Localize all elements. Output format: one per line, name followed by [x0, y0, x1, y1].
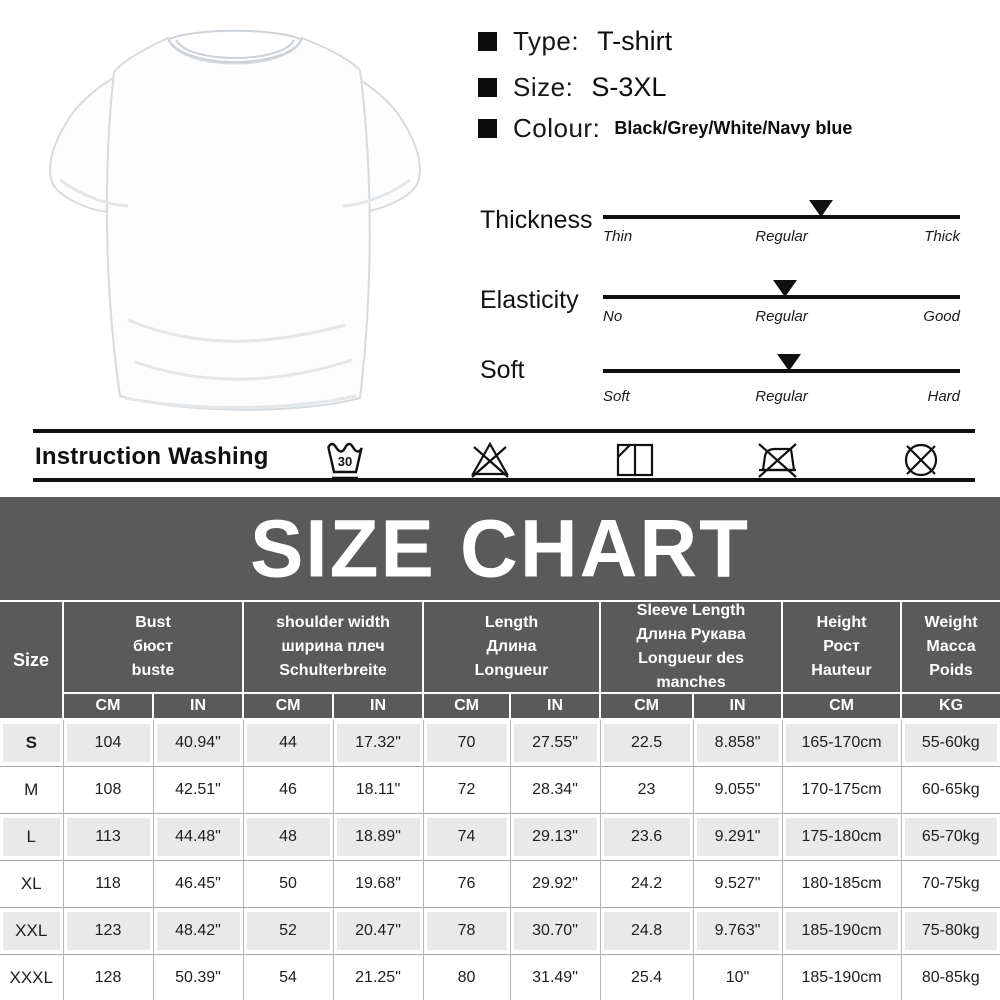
type-value: T-shirt — [597, 26, 673, 56]
col-group-line: Hauteur — [811, 662, 872, 679]
unit-header: CM — [782, 693, 901, 719]
col-group-header-2 — [423, 601, 600, 693]
value-cell: 104 — [63, 719, 153, 766]
value-cell: 123 — [63, 907, 153, 954]
value-cell: 80 — [423, 954, 510, 1000]
elasticity-scale-track — [603, 295, 960, 299]
spec-row-colour — [478, 113, 852, 144]
value-cell: 17.32" — [333, 719, 423, 766]
value-cell: 9.055" — [693, 766, 782, 813]
thickness-scale-labels — [603, 228, 960, 245]
dry-in-shade-icon — [610, 435, 658, 483]
size-cell: M — [0, 766, 63, 813]
elasticity-scale — [478, 280, 990, 352]
value-cell: 72 — [423, 766, 510, 813]
scale-mid-label: Regular — [755, 228, 808, 245]
size-cell: XXL — [0, 907, 63, 954]
value-cell: 24.2 — [600, 860, 693, 907]
square-bullet-icon — [478, 78, 497, 97]
value-cell: 28.34" — [510, 766, 600, 813]
value-cell: 19.68" — [333, 860, 423, 907]
unit-header: KG — [901, 693, 1000, 719]
value-cell: 180-185cm — [782, 860, 901, 907]
unit-header: IN — [333, 693, 423, 719]
soft-marker-icon — [777, 354, 801, 371]
col-group-header-0 — [63, 601, 243, 693]
scale-right-label: Hard — [927, 388, 960, 405]
col-group-line: Масса — [926, 638, 976, 655]
col-group-line: Length — [484, 614, 539, 631]
col-group-line: Рост — [823, 638, 860, 655]
value-cell: 31.49" — [510, 954, 600, 1000]
value-cell: 40.94" — [153, 719, 243, 766]
unit-header: CM — [63, 693, 153, 719]
col-group-line: Bust — [135, 614, 171, 631]
size-chart-title: SIZE CHART — [250, 502, 750, 594]
size-cell: S — [0, 719, 63, 766]
col-group-header-3 — [600, 601, 782, 693]
col-group-line: Sleeve Length — [636, 602, 746, 619]
value-cell: 18.11" — [333, 766, 423, 813]
col-group-line: ширина плеч — [281, 638, 385, 655]
spec-row-size — [478, 72, 666, 103]
unit-header: CM — [600, 693, 693, 719]
size-chart-section — [0, 600, 1000, 1000]
value-cell: 29.13" — [510, 813, 600, 860]
value-cell: 55-60kg — [901, 719, 1000, 766]
soft-scale-track — [603, 369, 960, 373]
value-cell: 76 — [423, 860, 510, 907]
elasticity-marker-icon — [773, 280, 797, 297]
value-cell: 170-175cm — [782, 766, 901, 813]
do-not-iron-icon — [753, 435, 801, 483]
scale-mid-label: Regular — [755, 308, 808, 325]
size-value: S-3XL — [591, 72, 667, 102]
type-label: Type: — [513, 26, 580, 56]
col-group-lines — [64, 602, 242, 692]
value-cell: 113 — [63, 813, 153, 860]
washing-instruction-band — [33, 429, 975, 482]
value-cell: 65-70kg — [901, 813, 1000, 860]
value-cell: 22.5 — [600, 719, 693, 766]
col-group-line: Длина — [486, 638, 537, 655]
table-row-XXL — [0, 907, 1000, 954]
value-cell: 75-80kg — [901, 907, 1000, 954]
value-cell: 108 — [63, 766, 153, 813]
value-cell: 25.4 — [600, 954, 693, 1000]
col-group-line: Longueur des — [638, 650, 744, 667]
size-cell: L — [0, 813, 63, 860]
value-cell: 8.858" — [693, 719, 782, 766]
value-cell: 80-85kg — [901, 954, 1000, 1000]
unit-header: IN — [693, 693, 782, 719]
col-group-line: Longueur — [474, 662, 549, 679]
table-row-XXXL — [0, 954, 1000, 1000]
value-cell: 165-170cm — [782, 719, 901, 766]
value-cell: 23.6 — [600, 813, 693, 860]
value-cell: 10" — [693, 954, 782, 1000]
size-cell: XL — [0, 860, 63, 907]
col-group-line: Schulterbreite — [279, 662, 387, 679]
col-group-line: бюст — [132, 638, 174, 655]
elasticity-scale-labels — [603, 308, 960, 325]
do-not-bleach-icon — [466, 435, 514, 483]
value-cell: 50.39" — [153, 954, 243, 1000]
table-row-L — [0, 813, 1000, 860]
thickness-marker-icon — [809, 200, 833, 217]
scale-right-label: Thick — [924, 228, 960, 245]
value-cell: 48.42" — [153, 907, 243, 954]
value-cell: 20.47" — [333, 907, 423, 954]
do-not-dry-clean-icon — [897, 435, 945, 483]
col-group-line: buste — [131, 662, 175, 679]
col-header-size: Size — [0, 601, 63, 719]
table-row-XL — [0, 860, 1000, 907]
thickness-scale-track — [603, 215, 960, 219]
col-group-header-5 — [901, 601, 1000, 693]
col-group-lines — [424, 602, 599, 692]
col-group-header-4 — [782, 601, 901, 693]
value-cell: 46 — [243, 766, 333, 813]
value-cell: 70-75kg — [901, 860, 1000, 907]
col-group-header-1 — [243, 601, 423, 693]
size-label: Size: — [513, 72, 574, 102]
svg-text:30: 30 — [337, 454, 353, 469]
size-chart-banner — [0, 497, 1000, 600]
value-cell: 27.55" — [510, 719, 600, 766]
soft-scale-label: Soft — [480, 356, 525, 384]
value-cell: 60-65kg — [901, 766, 1000, 813]
table-row-S — [0, 719, 1000, 766]
value-cell: 44.48" — [153, 813, 243, 860]
value-cell: 52 — [243, 907, 333, 954]
square-bullet-icon — [478, 32, 497, 51]
col-group-lines — [244, 602, 422, 692]
thickness-scale-label: Thickness — [480, 206, 593, 234]
tshirt-collar-top — [170, 31, 300, 39]
value-cell: 48 — [243, 813, 333, 860]
value-cell: 24.8 — [600, 907, 693, 954]
unit-header: IN — [153, 693, 243, 719]
value-cell: 50 — [243, 860, 333, 907]
square-bullet-icon — [478, 119, 497, 138]
machine-wash-30-icon — [321, 435, 369, 483]
col-group-lines — [902, 602, 1000, 692]
scale-left-label: No — [603, 308, 623, 325]
value-cell: 175-180cm — [782, 813, 901, 860]
spec-row-type — [478, 26, 672, 57]
size-chart-table — [0, 600, 1000, 1000]
value-cell: 70 — [423, 719, 510, 766]
col-group-line: Poids — [929, 662, 973, 679]
unit-header: IN — [510, 693, 600, 719]
col-group-lines — [601, 602, 781, 692]
size-cell: XXXL — [0, 954, 63, 1000]
col-group-line: Длина Рукава — [636, 626, 746, 643]
value-cell: 42.51" — [153, 766, 243, 813]
unit-header: CM — [243, 693, 333, 719]
col-group-line: manches — [656, 674, 726, 691]
value-cell: 118 — [63, 860, 153, 907]
value-cell: 46.45" — [153, 860, 243, 907]
col-group-lines — [783, 602, 900, 692]
scale-left-label: Soft — [603, 388, 630, 405]
tshirt-body — [107, 38, 370, 410]
washing-instruction-label: Instruction Washing — [35, 443, 269, 470]
value-cell: 185-190cm — [782, 954, 901, 1000]
value-cell: 23 — [600, 766, 693, 813]
table-header-row — [0, 601, 1000, 693]
colour-label: Colour: — [513, 113, 601, 143]
value-cell: 54 — [243, 954, 333, 1000]
elasticity-scale-label: Elasticity — [480, 286, 579, 314]
value-cell: 9.291" — [693, 813, 782, 860]
scale-mid-label: Regular — [755, 388, 808, 405]
value-cell: 9.763" — [693, 907, 782, 954]
value-cell: 18.89" — [333, 813, 423, 860]
tshirt-collar-inner — [176, 40, 294, 58]
value-cell: 29.92" — [510, 860, 600, 907]
soft-scale-labels — [603, 388, 960, 405]
colour-value: Black/Grey/White/Navy blue — [614, 118, 853, 138]
value-cell: 44 — [243, 719, 333, 766]
value-cell: 30.70" — [510, 907, 600, 954]
value-cell: 9.527" — [693, 860, 782, 907]
value-cell: 74 — [423, 813, 510, 860]
table-row-M — [0, 766, 1000, 813]
scale-right-label: Good — [923, 308, 960, 325]
soft-scale — [478, 354, 990, 426]
value-cell: 128 — [63, 954, 153, 1000]
table-units-row — [0, 693, 1000, 719]
value-cell: 185-190cm — [782, 907, 901, 954]
tshirt-product-image — [0, 0, 470, 430]
col-group-line: Height — [816, 614, 867, 631]
value-cell: 21.25" — [333, 954, 423, 1000]
col-group-line: shoulder width — [276, 614, 390, 631]
scale-left-label: Thin — [603, 228, 633, 245]
col-group-line: Weight — [924, 614, 978, 631]
value-cell: 78 — [423, 907, 510, 954]
thickness-scale — [478, 200, 990, 272]
unit-header: CM — [423, 693, 510, 719]
